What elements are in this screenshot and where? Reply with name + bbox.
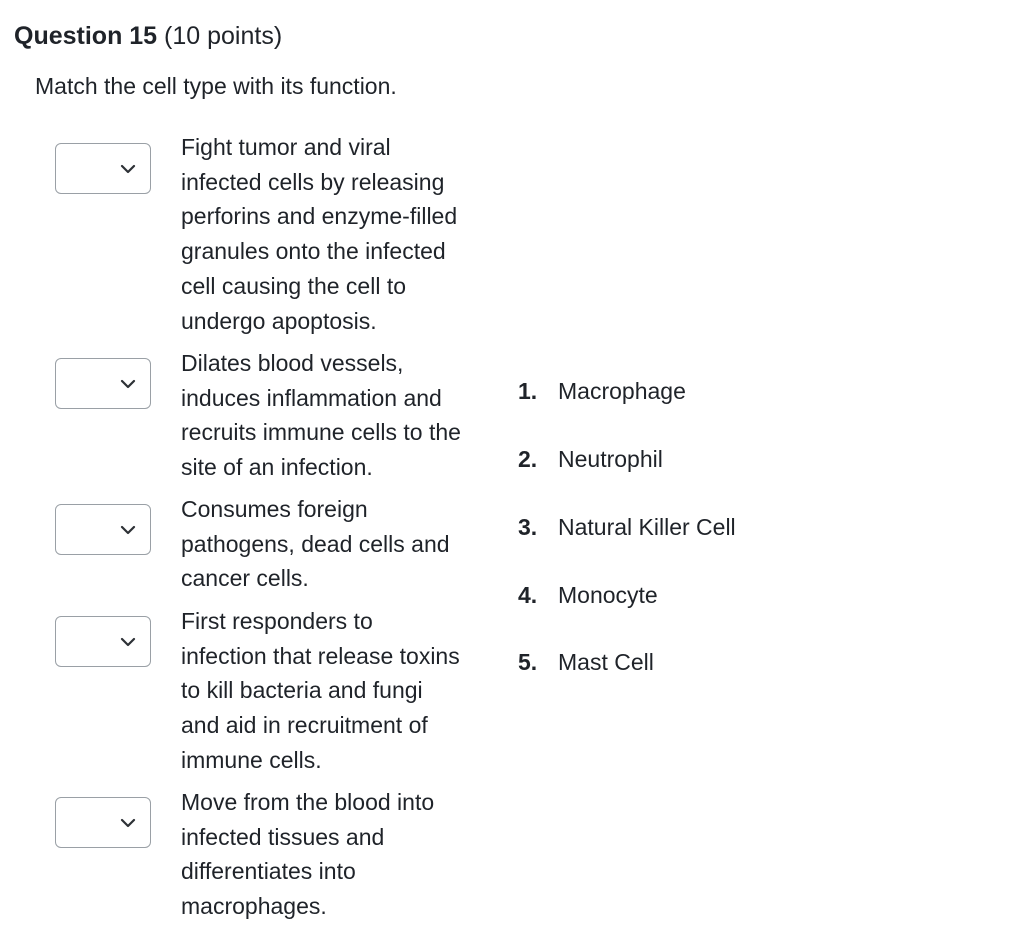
chevron-down-icon xyxy=(118,159,138,179)
question-header xyxy=(14,20,282,52)
description-line: granules onto the infected xyxy=(181,238,446,265)
choice-item xyxy=(518,646,654,678)
description-line: differentiates into xyxy=(181,858,356,885)
description-line: recruits immune cells to the xyxy=(181,419,461,446)
chevron-down-icon xyxy=(118,520,138,540)
description-line: infected tissues and xyxy=(181,823,385,850)
choice-label: Neutrophil xyxy=(558,446,663,472)
match-select-1[interactable] xyxy=(55,143,151,194)
question-points: (10 points) xyxy=(164,22,283,50)
match-select-2[interactable] xyxy=(55,358,151,409)
choice-label: Natural Killer Cell xyxy=(558,514,736,540)
choice-item xyxy=(518,579,658,611)
choice-number: 1. xyxy=(518,378,538,404)
match-description-1 xyxy=(181,130,501,338)
chevron-down-icon xyxy=(118,813,138,833)
description-line: induces inflammation and xyxy=(181,384,442,411)
question-title: Question 15 xyxy=(14,22,158,50)
description-line: cell causing the cell to xyxy=(181,272,407,299)
question-prompt: Match the cell type with its function. xyxy=(35,73,397,99)
match-description-3 xyxy=(181,492,501,596)
choice-item xyxy=(518,375,686,407)
choice-number: 5. xyxy=(518,649,538,675)
description-line: macrophages. xyxy=(181,893,327,920)
choice-item xyxy=(518,443,663,475)
description-line: and aid in recruitment of xyxy=(181,712,428,739)
description-line: to kill bacteria and fungi xyxy=(181,677,423,704)
description-line: Consumes foreign xyxy=(181,496,368,522)
match-select-3[interactable] xyxy=(55,504,151,555)
match-description-2 xyxy=(181,346,501,485)
description-line: First responders to xyxy=(181,608,373,634)
description-line: cancer cells. xyxy=(181,565,309,592)
choice-label: Monocyte xyxy=(558,582,658,608)
choice-number: 2. xyxy=(518,446,538,472)
match-description-4 xyxy=(181,604,501,778)
match-description-5 xyxy=(181,785,501,924)
description-line: perforins and enzyme-filled xyxy=(181,203,458,230)
chevron-down-icon xyxy=(118,374,138,394)
chevron-down-icon xyxy=(118,632,138,652)
match-select-4[interactable] xyxy=(55,616,151,667)
description-line: infection that release toxins xyxy=(181,642,460,669)
description-line: Dilates blood vessels, xyxy=(181,350,404,376)
description-line: site of an infection. xyxy=(181,454,373,481)
choice-label: Mast Cell xyxy=(558,649,654,675)
description-line: Move from the blood into xyxy=(181,789,435,815)
description-line: immune cells. xyxy=(181,746,322,773)
description-line: Fight tumor and viral xyxy=(181,134,391,160)
match-select-5[interactable] xyxy=(55,797,151,848)
description-line: undergo apoptosis. xyxy=(181,307,377,334)
choice-label: Macrophage xyxy=(558,378,686,404)
description-line: infected cells by releasing xyxy=(181,168,445,195)
description-line: pathogens, dead cells and xyxy=(181,530,450,557)
choice-number: 3. xyxy=(518,514,538,540)
choice-item xyxy=(518,511,736,543)
choice-number: 4. xyxy=(518,582,538,608)
